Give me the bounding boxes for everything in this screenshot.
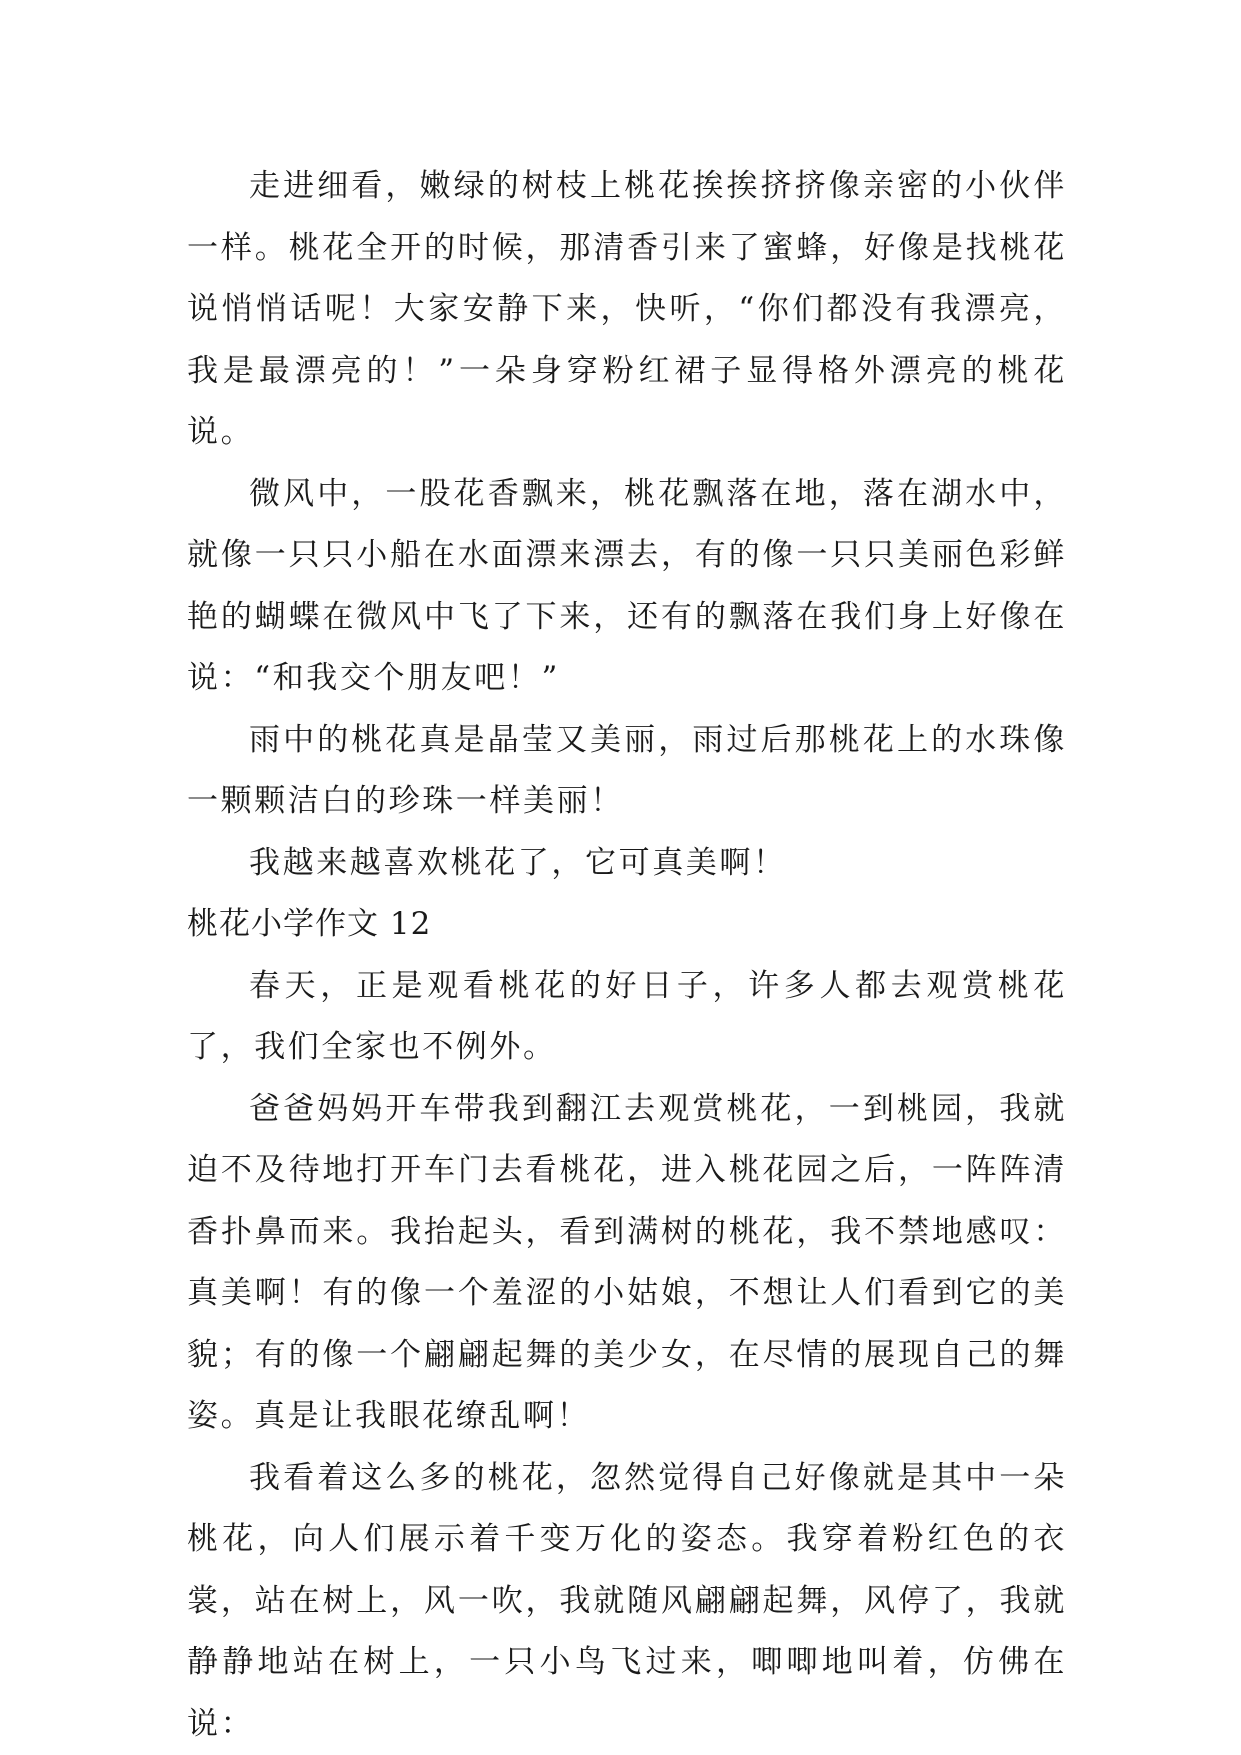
paragraph-peach-close-look: 走进细看，嫩绿的树枝上桃花挨挨挤挤像亲密的小伙伴一样。桃花全开的时候，那清香引来了蜜蜂，好像是找桃花说悄悄话呢！大家安静下来，快听，“你们都没有我漂亮，我是最漂亮的！”一朵身穿粉红裙子显得格外漂亮的桃花说。 — [187, 156, 1067, 464]
essay-heading: 桃花小学作文 12 — [187, 894, 1067, 956]
document-body — [187, 156, 1067, 1755]
paragraph-spring: 春天，正是观看桃花的好日子，许多人都去观赏桃花了，我们全家也不例外。 — [187, 956, 1067, 1079]
paragraph-imagination: 我看着这么多的桃花，忽然觉得自己好像就是其中一朵桃花，向人们展示着千变万化的姿态。我穿着粉红色的衣裳，站在树上，风一吹，我就随风翩翩起舞，风停了，我就静静地站在树上，一只小鸟飞过来，唧唧地叫着，仿佛在说： — [187, 1448, 1067, 1755]
paragraph-orchard-visit: 爸爸妈妈开车带我到翻江去观赏桃花，一到桃园，我就迫不及待地打开车门去看桃花，进入桃花园之后，一阵阵清香扑鼻而来。我抬起头，看到满树的桃花，我不禁地感叹：真美啊！有的像一个羞涩的小姑娘，不想让人们看到它的美貌；有的像一个翩翩起舞的美少女，在尽情的展现自己的舞姿。真是让我眼花缭乱啊！ — [187, 1079, 1067, 1448]
paragraph-rain: 雨中的桃花真是晶莹又美丽，雨过后那桃花上的水珠像一颗颗洁白的珍珠一样美丽！ — [187, 710, 1067, 833]
paragraph-breeze: 微风中，一股花香飘来，桃花飘落在地，落在湖水中，就像一只只小船在水面漂来漂去，有的像一只只美丽色彩鲜艳的蝴蝶在微风中飞了下来，还有的飘落在我们身上好像在说：“和我交个朋友吧！” — [187, 464, 1067, 710]
paragraph-conclusion: 我越来越喜欢桃花了，它可真美啊！ — [187, 833, 1067, 895]
